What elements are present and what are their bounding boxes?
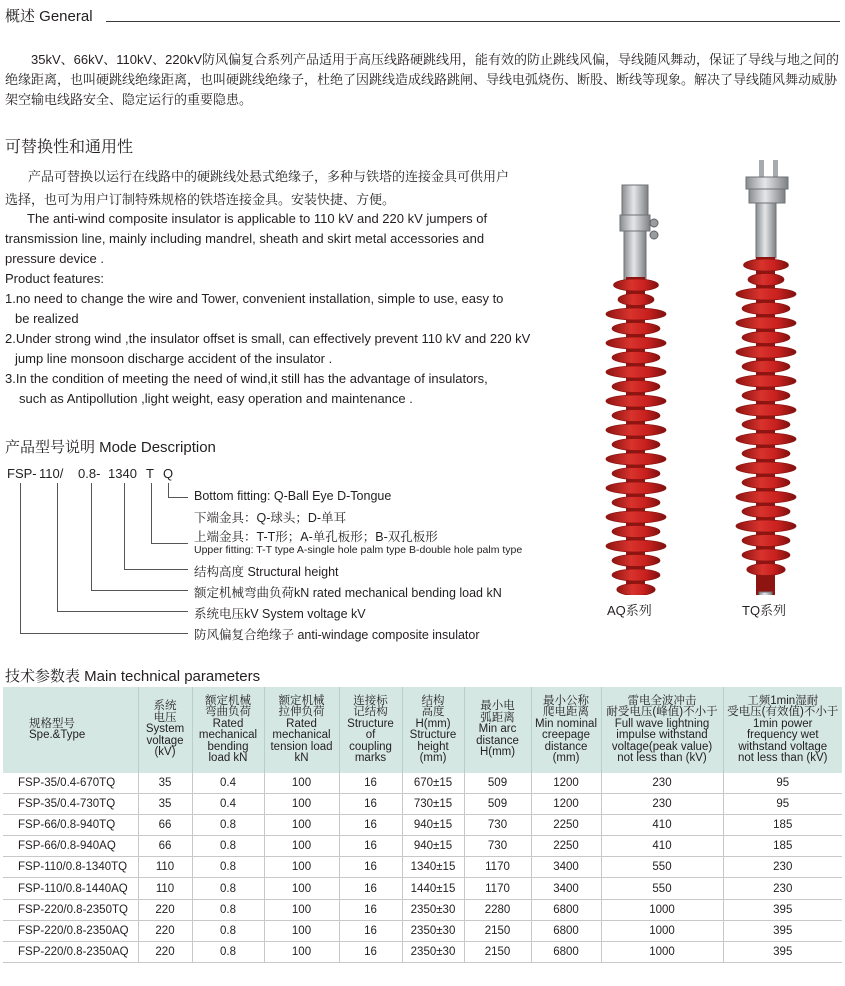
- table-cell: 16: [339, 878, 402, 899]
- header-line: 连接标: [353, 694, 388, 707]
- bolt-icon: [650, 219, 658, 227]
- shed: [617, 584, 655, 596]
- header-line: 最小公称: [543, 694, 589, 707]
- shed: [606, 337, 666, 349]
- column-header: [402, 687, 464, 773]
- table-cell: 730: [464, 836, 531, 857]
- table-cell: 550: [601, 857, 723, 878]
- table-cell: 1170: [464, 857, 531, 878]
- interchange-title: 可替换性和通用性: [5, 139, 134, 156]
- upper-fitting-plate: [622, 185, 648, 215]
- shed: [612, 410, 660, 422]
- table-cell: 16: [339, 836, 402, 857]
- header-line: voltage(peak value): [611, 740, 713, 753]
- header-line: 弯曲负荷: [205, 706, 251, 718]
- table-cell: 100: [264, 773, 339, 794]
- header-line: Min nominal: [535, 717, 597, 730]
- table-cell: 2350±30: [402, 899, 464, 920]
- table-cell: 220: [138, 920, 192, 941]
- shed: [736, 317, 796, 329]
- table-cell: 395: [723, 920, 842, 941]
- shed: [742, 535, 790, 547]
- bolt-icon: [650, 231, 658, 239]
- shed: [612, 555, 660, 567]
- interchange-line: Product features:: [5, 271, 104, 286]
- shed: [606, 395, 666, 407]
- header-line: marks: [354, 752, 387, 764]
- code-voltage: 110/: [39, 466, 64, 481]
- shed: [736, 404, 796, 416]
- caption-tq: TQ系列: [742, 603, 787, 618]
- column-header: [3, 687, 138, 773]
- mode-label-bottom-cn: 下端金具：Q-球头；D-单耳: [194, 511, 347, 525]
- header-line: 高度: [421, 706, 445, 718]
- table-cell: 2250: [531, 836, 601, 857]
- header-line: withstand voltage: [738, 740, 828, 753]
- table-cell: FSP-66/0.8-940TQ: [3, 815, 138, 836]
- interchange-line: jump line monsoon discharge accident of the insulator .: [15, 351, 333, 366]
- column-header: [138, 687, 192, 773]
- table-cell: 2350±30: [402, 920, 464, 941]
- code-prefix: FSP-: [7, 466, 37, 481]
- table-row: [3, 773, 842, 794]
- table-cell: 1340±15: [402, 857, 464, 878]
- table-row: [3, 815, 842, 836]
- shed: [742, 390, 790, 402]
- table-cell: 95: [723, 794, 842, 815]
- table-cell: 940±15: [402, 836, 464, 857]
- shed: [736, 346, 796, 358]
- header-line: mechanical: [272, 729, 331, 741]
- shed: [742, 477, 790, 489]
- overview-text: 35kV、66kV、110kV、220kV防风偏复合系列产品适用于高压线路硬跳线用，能有效的防止跳线风偏，导线随风舞动，保证了导线与地之间的绝缘距离，也叫硬跳线绝缘距离，也叫硬跳线绝缘子，杜绝了因跳线造成线路跳闸、导线电弧烧伤、断股、断线等现象。解决了导线随风舞动威胁架空输电线路安全、隐定运行的重要隐患。: [5, 52, 840, 107]
- code-bottom: Q: [163, 466, 174, 481]
- shed: [742, 549, 790, 561]
- table-cell: FSP-220/0.8-2350TQ: [3, 899, 138, 920]
- table-cell: 509: [464, 773, 531, 794]
- header-line: 电压: [153, 711, 177, 724]
- table-cell: FSP-35/0.4-670TQ: [3, 773, 138, 794]
- mode-label-bottom-en: Bottom fitting: Q-Ball Eye D-Tongue: [194, 489, 392, 503]
- header-line: height: [417, 740, 449, 753]
- header-line: 雷电全波冲击: [627, 694, 697, 707]
- interchange-line: 选择，也可为用户订制特殊规格的铁塔连接金具。安装快捷、方便。: [5, 192, 396, 207]
- header-line: kN: [294, 752, 309, 764]
- table-cell: 16: [339, 773, 402, 794]
- shed: [742, 448, 790, 460]
- table-cell: 220: [138, 941, 192, 962]
- header-line: not less than (kV): [738, 752, 828, 764]
- table-cell: 3400: [531, 857, 601, 878]
- interchange-line: 1.no need to change the wire and Tower, convenient installation, simple to use, easy to: [5, 291, 504, 306]
- table-cell: 0.8: [192, 857, 264, 878]
- shed: [612, 468, 660, 480]
- table-cell: 395: [723, 899, 842, 920]
- table-row: [3, 920, 842, 941]
- table-cell: 0.8: [192, 815, 264, 836]
- shed: [612, 497, 660, 509]
- header-line: bending: [207, 740, 249, 753]
- shed: [606, 482, 666, 494]
- mode-label-upper-cn: 上端金具：T-T形；A-单孔板形；B-双孔板形: [194, 530, 438, 544]
- header-line: (mm): [419, 752, 447, 764]
- table-cell: 1000: [601, 941, 723, 962]
- header-line: 耐受电压(峰值)不小于: [606, 706, 718, 718]
- shed: [606, 366, 666, 378]
- shed: [742, 303, 790, 315]
- shed: [744, 259, 789, 271]
- mode-label-height: 结构高度 Structural height: [194, 565, 339, 579]
- aq-insulator: [606, 185, 666, 595]
- table-cell: 1200: [531, 794, 601, 815]
- table-cell: 1000: [601, 899, 723, 920]
- header-line: mechanical: [198, 729, 258, 741]
- shed: [736, 375, 796, 387]
- table-cell: 220: [138, 899, 192, 920]
- header-line: of: [365, 729, 376, 741]
- table-cell: 230: [723, 857, 842, 878]
- header-line: 结构: [421, 694, 445, 707]
- header-line: 爬电距离: [543, 706, 589, 718]
- table-cell: 230: [723, 878, 842, 899]
- table-cell: 509: [464, 794, 531, 815]
- code-upper: T: [146, 466, 154, 481]
- shed: [606, 540, 666, 552]
- table-cell: 2350±30: [402, 941, 464, 962]
- table-cell: FSP-35/0.4-730TQ: [3, 794, 138, 815]
- table-cell: 730: [464, 815, 531, 836]
- header-line: Full wave lightning: [614, 717, 710, 730]
- mode-title: 产品型号说明 Mode Description: [5, 439, 216, 456]
- header-line: H(mm): [415, 717, 451, 730]
- table-cell: FSP-110/0.8-1340TQ: [3, 857, 138, 878]
- interchange-line: be realized: [15, 311, 79, 326]
- table-cell: 100: [264, 815, 339, 836]
- overview-rule: [106, 21, 840, 22]
- table-cell: 110: [138, 878, 192, 899]
- caption-aq: AQ系列: [607, 603, 652, 618]
- table-cell: 16: [339, 815, 402, 836]
- header-line: coupling: [349, 740, 392, 753]
- code-bending: 0.8-: [78, 466, 101, 481]
- shed: [612, 323, 660, 335]
- upper-fitting-bar: [746, 177, 788, 189]
- table-row: [3, 836, 842, 857]
- table-row: [3, 857, 842, 878]
- table-cell: 550: [601, 878, 723, 899]
- table-cell: 410: [601, 836, 723, 857]
- tech-title: 技术参数表 Main technical parameters: [5, 668, 261, 685]
- table-cell: 230: [601, 773, 723, 794]
- shed: [606, 424, 666, 436]
- shed: [748, 274, 784, 286]
- table-cell: 3400: [531, 878, 601, 899]
- header-line: load kN: [208, 752, 248, 764]
- header-line: H(mm): [479, 746, 516, 759]
- table-cell: 0.8: [192, 941, 264, 962]
- shed: [606, 308, 666, 320]
- column-header: [264, 687, 339, 773]
- header-line: 最小电: [480, 700, 515, 713]
- shed: [736, 288, 796, 300]
- shed: [612, 381, 660, 393]
- interchange-line: transmission line, mainly including mandrel, sheath and skirt metal accessories and: [5, 231, 485, 246]
- table-cell: 0.4: [192, 773, 264, 794]
- table-cell: 16: [339, 857, 402, 878]
- header-line: 额定机械: [205, 694, 251, 707]
- shed: [612, 352, 660, 364]
- table-cell: 6800: [531, 920, 601, 941]
- header-line: Structure: [347, 717, 394, 730]
- header-line: Structure: [409, 729, 457, 741]
- interchange-line: pressure device .: [5, 251, 104, 266]
- header-line: 规格型号: [29, 717, 75, 730]
- header-line: Spe.&Type: [29, 729, 86, 741]
- header-line: tension load: [270, 740, 333, 753]
- shed: [618, 294, 654, 306]
- header-line: 受电压(有效值)不小于: [727, 706, 839, 718]
- header-line: creepage: [542, 729, 590, 741]
- lower-fitting: [759, 592, 772, 595]
- table-cell: 395: [723, 941, 842, 962]
- header-line: 拉伸负荷: [278, 706, 325, 718]
- header-line: (kV): [154, 746, 176, 759]
- table-cell: 410: [601, 815, 723, 836]
- table-cell: 730±15: [402, 794, 464, 815]
- table-cell: 100: [264, 836, 339, 857]
- shed: [736, 433, 796, 445]
- table-cell: 185: [723, 815, 842, 836]
- header-line: System: [145, 723, 185, 736]
- table-cell: 0.8: [192, 836, 264, 857]
- table-cell: 16: [339, 941, 402, 962]
- shed: [606, 511, 666, 523]
- overview-title: 概述 General: [5, 8, 93, 25]
- table-cell: 16: [339, 899, 402, 920]
- column-header: [601, 687, 723, 773]
- table-row: [3, 878, 842, 899]
- header-line: impulse withstand: [616, 729, 708, 741]
- table-cell: 35: [138, 794, 192, 815]
- header-line: 工频1min湿耐: [747, 694, 819, 707]
- table-cell: 100: [264, 899, 339, 920]
- interchange-line: 2.Under strong wind ,the insulator offset is small, can effectively prevent 110 kV and 220 kV: [5, 331, 531, 346]
- table-cell: 2280: [464, 899, 531, 920]
- table-cell: 100: [264, 941, 339, 962]
- interchange-line: such as Antipollution ,light weight, easy operation and maintenance .: [19, 391, 413, 406]
- upper-fitting-clamp: [749, 189, 785, 203]
- header-line: distance: [476, 734, 519, 747]
- interchange-line: 产品可替换以运行在线路中的硬跳线处悬式绝缘子，多种与铁塔的连接金具可供用户: [28, 169, 510, 184]
- table-cell: 2250: [531, 815, 601, 836]
- code-height: 1340: [108, 466, 137, 481]
- column-header: [531, 687, 601, 773]
- shed: [612, 439, 660, 451]
- table-cell: 1000: [601, 920, 723, 941]
- header-line: Rated: [286, 717, 317, 730]
- table-cell: 0.8: [192, 878, 264, 899]
- table-cell: FSP-66/0.8-940AQ: [3, 836, 138, 857]
- table-cell: 185: [723, 836, 842, 857]
- table-cell: FSP-110/0.8-1440AQ: [3, 878, 138, 899]
- table-cell: 100: [264, 857, 339, 878]
- mode-label-bending: 额定机械弯曲负荷kN rated mechanical bending load kN: [194, 586, 502, 600]
- table-cell: 2150: [464, 941, 531, 962]
- column-header: [464, 687, 531, 773]
- header-line: 弧距离: [480, 711, 515, 724]
- table-cell: 1170: [464, 878, 531, 899]
- params-table: [3, 687, 842, 963]
- column-header: [192, 687, 264, 773]
- table-cell: 35: [138, 773, 192, 794]
- mode-label-upper-en: Upper fitting: T-T type A-single hole palm type B-double hole palm type: [194, 544, 523, 556]
- table-cell: 100: [264, 794, 339, 815]
- header-line: distance: [544, 740, 588, 753]
- table-header: [3, 687, 842, 773]
- table-cell: FSP-220/0.8-2350AQ: [3, 941, 138, 962]
- table-cell: 66: [138, 836, 192, 857]
- shed: [742, 506, 790, 518]
- end-fitting: [756, 203, 776, 258]
- upper-fitting-clamp: [620, 215, 650, 231]
- table-cell: 100: [264, 920, 339, 941]
- header-line: Rated: [212, 717, 244, 730]
- table-cell: FSP-220/0.8-2350AQ: [3, 920, 138, 941]
- header-line: 系统: [153, 700, 177, 713]
- table-cell: 6800: [531, 941, 601, 962]
- table-cell: 0.8: [192, 899, 264, 920]
- header-line: Min arc: [478, 723, 517, 736]
- header-line: frequency wet: [746, 729, 819, 741]
- table-cell: 0.4: [192, 794, 264, 815]
- shed: [736, 462, 796, 474]
- header-line: 记结构: [353, 706, 388, 718]
- shed: [612, 526, 660, 538]
- end-fitting: [624, 231, 646, 283]
- header-line: not less than (kV): [617, 752, 707, 764]
- table-cell: 670±15: [402, 773, 464, 794]
- shed: [742, 332, 790, 344]
- table-cell: 100: [264, 878, 339, 899]
- table-row: [3, 899, 842, 920]
- table-cell: 16: [339, 794, 402, 815]
- table-cell: 110: [138, 857, 192, 878]
- interchange-line: 3.In the condition of meeting the need of wind,it still has the advantage of insulators,: [5, 371, 488, 386]
- shed: [606, 453, 666, 465]
- shed: [614, 279, 659, 291]
- header-line: 1min power: [753, 717, 813, 730]
- mode-label-voltage: 系统电压kV System voltage kV: [194, 607, 366, 621]
- table-cell: 940±15: [402, 815, 464, 836]
- table-cell: 2150: [464, 920, 531, 941]
- column-header: [723, 687, 842, 773]
- shed: [736, 491, 796, 503]
- column-header: [339, 687, 402, 773]
- shed: [736, 520, 796, 532]
- interchange-line: The anti-wind composite insulator is applicable to 110 kV and 220 kV jumpers of: [27, 211, 488, 226]
- table-cell: 16: [339, 920, 402, 941]
- table-cell: 6800: [531, 899, 601, 920]
- table-cell: 66: [138, 815, 192, 836]
- header-line: voltage: [146, 734, 184, 747]
- table-row: [3, 941, 842, 962]
- table-row: [3, 794, 842, 815]
- mode-label-insulator: 防风偏复合绝缘子 anti-windage composite insulator: [194, 628, 480, 642]
- table-cell: 95: [723, 773, 842, 794]
- shed: [747, 564, 785, 576]
- table-cell: 1440±15: [402, 878, 464, 899]
- shed: [612, 569, 660, 581]
- header-line: 额定机械: [278, 694, 325, 707]
- table-cell: 230: [601, 794, 723, 815]
- header-line: (mm): [552, 752, 580, 764]
- shed: [742, 361, 790, 373]
- shed: [742, 419, 790, 431]
- table-cell: 1200: [531, 773, 601, 794]
- table-cell: 0.8: [192, 920, 264, 941]
- insulator-photos: [585, 155, 815, 595]
- tq-insulator: [736, 160, 796, 595]
